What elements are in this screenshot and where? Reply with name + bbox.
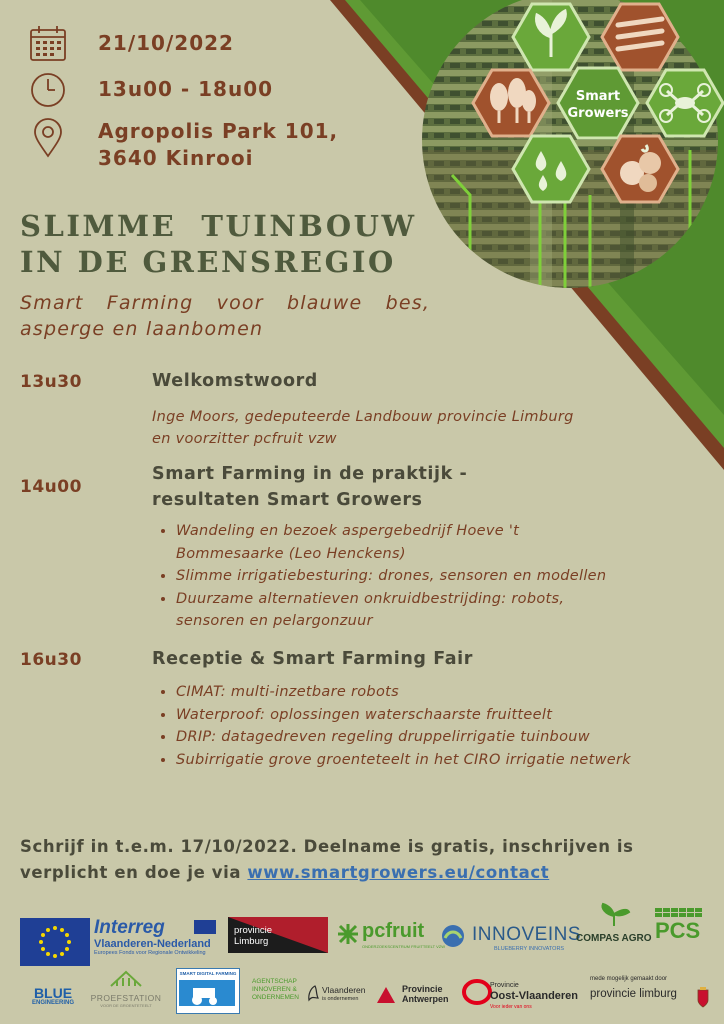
interreg-name: Interreg	[94, 917, 165, 938]
time-row	[28, 70, 273, 110]
title-line1: SLIMME TUINBOUW	[20, 209, 417, 243]
list-item: • Wandeling en bezoek aspergebedrijf Hoeve 't Bommesaarke (Leo Henckens)	[176, 520, 576, 565]
mede-mogelijk-text: mede mogelijk gemaakt door	[590, 976, 668, 982]
session-items-3	[160, 681, 716, 771]
pcs-logo	[655, 908, 707, 943]
pcfruit-leaf-icon	[334, 920, 362, 948]
vlaanderen-name: Vlaanderen	[322, 985, 366, 995]
blue-engineering-line1: BLUE	[33, 985, 73, 1001]
subtitle	[20, 290, 500, 342]
registration-link[interactable]: www.smartgrowers.eu/contact	[247, 863, 550, 882]
provincie-limburg-plain-logo	[590, 976, 716, 1000]
compas-agro-logo	[576, 902, 652, 944]
provincie-limburg-red-text	[234, 925, 272, 947]
vlaanderen-logo	[322, 986, 372, 1004]
date-row	[28, 24, 234, 64]
tractor-icon	[177, 976, 237, 1008]
list-item: • DRIP: datagedreven regeling druppelirrigatie tuinbouw	[176, 726, 716, 749]
blue-engineering-logo	[28, 986, 78, 1006]
badge-line1: Smart	[575, 89, 621, 104]
pcs-grid-icon	[655, 908, 707, 917]
oost-vlaanderen-sub: Voor ieder van ons	[490, 1004, 532, 1010]
provincie-antwerpen-text	[402, 984, 449, 1004]
proefstation-icon	[109, 968, 143, 988]
session-title-3: Receptie & Smart Farming Fair	[152, 649, 473, 669]
eu-small-flag	[194, 920, 216, 934]
registration-text: Schrijf in t.e.m. 17/10/2022. Deelname is gratis, inschrijven is verplicht en doe je via	[20, 837, 634, 882]
registration-note	[20, 834, 710, 886]
agentschap-line2: INNOVEREN &	[252, 986, 297, 993]
speaker-line1: Inge Moors, gedeputeerde Landbouw provincie Limburg	[152, 409, 574, 425]
provincie-limburg-red-line1: provincie	[234, 925, 273, 936]
session-speaker-1	[152, 406, 574, 450]
list-item: • CIMAT: multi-inzetbare robots	[176, 681, 716, 704]
antwerpen-triangle-icon	[376, 986, 396, 1004]
eu-stars-icon	[20, 918, 90, 966]
list-item: • Slimme irrigatiebesturing: drones, sensoren en modellen	[176, 565, 716, 588]
subtitle-line2: asperge en laanbomen	[20, 318, 264, 340]
clock-icon	[28, 70, 68, 110]
vlaanderen-lion-icon	[306, 984, 320, 1002]
session-time-1: 13u30	[20, 372, 82, 392]
agentschap-logo	[252, 978, 304, 1002]
provincie-limburg-plain-name: provincie limburg	[590, 988, 677, 1000]
session-time-3: 16u30	[20, 650, 82, 670]
proefstation-sub: VOOR DE GROENTETEELT	[100, 1003, 152, 1008]
session-items-2	[160, 520, 716, 633]
event-location	[98, 118, 368, 172]
compas-agro-leaf-icon	[597, 902, 631, 928]
interreg-fund: Europees Fonds voor Regionale Ontwikkeling	[94, 950, 206, 956]
oost-vlaanderen-line1: Provincie	[490, 982, 519, 989]
smart-digital-farming-logo	[176, 968, 240, 1014]
provincie-antwerpen-line1: Provincie	[402, 984, 443, 994]
proefstation-logo	[88, 968, 164, 1008]
session-title-2-line2: resultaten Smart Growers	[152, 490, 423, 510]
blue-engineering-line2: ENGINEERING	[31, 1000, 74, 1006]
proefstation-name: PROEFSTATION	[90, 993, 162, 1003]
badge-line2: Growers	[567, 106, 629, 121]
list-item: • Subirrigatie grove groenteteelt in het CIRO irrigatie netwerk	[176, 749, 646, 772]
event-time: 13u00 - 18u00	[98, 77, 274, 101]
oost-vlaanderen-line2: Oost-Vlaanderen	[490, 990, 579, 1002]
agentschap-line1: AGENTSCHAP	[252, 978, 297, 985]
list-item: • Waterproof: oplossingen waterschaarste fruitteelt	[176, 704, 716, 727]
pcfruit-name: pcfruit	[362, 920, 425, 942]
eu-flag-logo	[20, 918, 90, 966]
location-pin-icon	[28, 118, 68, 158]
innoveins-icon	[440, 924, 466, 948]
vlaanderen-sub: is ondernemen	[322, 996, 359, 1002]
page-title	[20, 208, 417, 280]
title-line2: IN DE GRENSREGIO	[20, 245, 396, 279]
speaker-line2: en voorzitter pcfruit vzw	[152, 431, 337, 447]
oost-vlaanderen-swoosh-icon	[462, 978, 492, 1006]
smart-digital-farming-name: SMART DIGITAL FARMING	[179, 971, 237, 976]
subtitle-line1: Smart Farming voor blauwe bes,	[20, 292, 431, 314]
pcfruit-sub: ONDERZOEKSCENTRUM FRUITTEELT VZW	[362, 944, 445, 949]
innoveins-name: INNOVEINS	[472, 924, 582, 945]
calendar-icon	[28, 24, 68, 64]
session-title-2-line1: Smart Farming in de praktijk -	[152, 464, 468, 484]
oost-vlaanderen-text	[490, 980, 578, 1013]
session-title-2	[152, 461, 467, 513]
innoveins-sub: BLUEBERRY INNOVATORS	[494, 946, 565, 952]
compas-agro-name: COMPAS AGRO	[576, 933, 652, 944]
provincie-limburg-red-logo	[228, 917, 328, 953]
pcs-name: PCS	[655, 918, 701, 943]
location-city: 3640 Kinrooi	[98, 146, 254, 170]
list-item: • Duurzame alternatieven onkruidbestrijding: robots, sensoren en pelargonzuur	[176, 588, 636, 633]
session-time-2: 14u00	[20, 477, 82, 497]
location-street: Agropolis Park 101,	[98, 119, 339, 143]
provincie-antwerpen-line2: Antwerpen	[402, 994, 449, 1004]
limburg-crest-icon	[696, 986, 710, 1008]
provincie-limburg-red-line2: Limburg	[234, 936, 269, 947]
interreg-region: Vlaanderen-Nederland	[94, 938, 211, 950]
location-row	[28, 118, 368, 172]
event-date: 21/10/2022	[98, 31, 234, 55]
agentschap-line3: ONDERNEMEN	[252, 994, 299, 1001]
session-title-1: Welkomstwoord	[152, 371, 318, 391]
